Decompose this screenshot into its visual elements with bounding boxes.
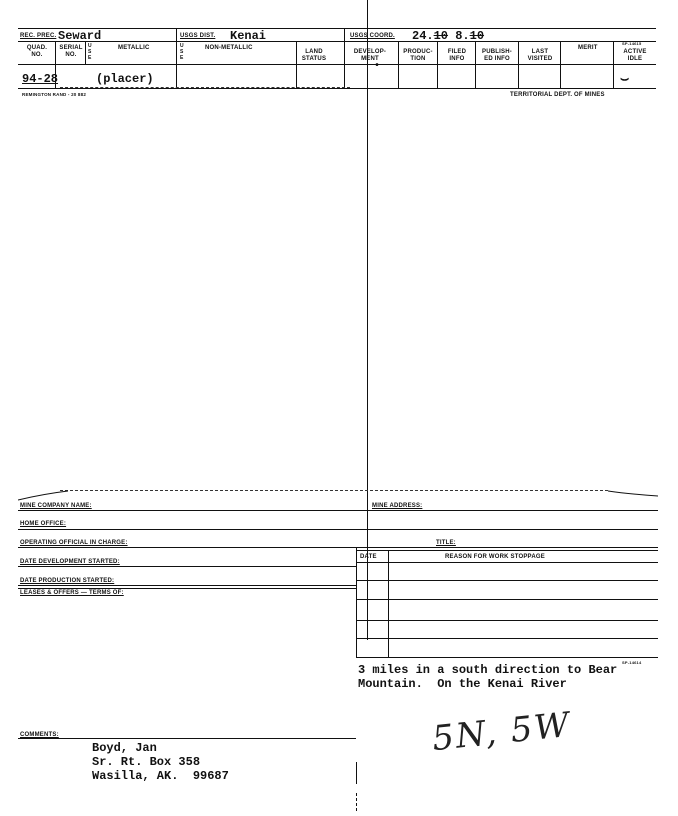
- leases-offers-label: LEASES & OFFERS — TERMS OF:: [20, 590, 124, 596]
- handwritten-note: 5N, 5W: [430, 704, 574, 760]
- col-land-status: LAND STATUS: [301, 49, 327, 62]
- rec-prec-label: REC. PREC.: [20, 33, 57, 39]
- date-prod-rule: [18, 585, 356, 586]
- operating-official-label: OPERATING OFFICIAL IN CHARGE:: [20, 540, 128, 546]
- center-divider: [367, 0, 368, 640]
- form-number-top: SP-14615: [622, 41, 642, 46]
- dashed-row-line: [60, 87, 350, 88]
- home-office-label: HOME OFFICE:: [20, 521, 67, 527]
- col-sep: [344, 28, 345, 88]
- col-sep: [475, 41, 476, 88]
- date-table-header-rule: [356, 562, 658, 563]
- col-last-visited: LAST VISITED: [527, 49, 553, 62]
- leases-rule: [18, 588, 356, 589]
- mine-address-label: MINE ADDRESS:: [372, 503, 423, 509]
- col-quad-no: QUAD. NO.: [26, 45, 48, 58]
- col-serial-no: SERIAL NO.: [59, 45, 83, 58]
- date-development-label: DATE DEVELOPMENT STARTED:: [20, 559, 120, 565]
- col-use-b: U S E: [180, 43, 184, 61]
- reason-col-header: REASON FOR WORK STOPPAGE: [445, 554, 545, 560]
- col-sep: [176, 28, 177, 88]
- mine-company-rule: [18, 510, 658, 511]
- lower-divider-dash: [356, 793, 357, 811]
- date-row-rule: [356, 599, 658, 600]
- record-quad-serial: 94-28: [22, 72, 59, 86]
- usgs-dist-value: Kenai: [230, 29, 267, 43]
- col-sep: [560, 41, 561, 88]
- date-col-divider: [356, 548, 357, 658]
- record-metallic-value: (placer): [96, 72, 154, 86]
- location-text: 3 miles in a south direction to Bear Mountain. On the Kenai River: [358, 663, 618, 691]
- col-sep: [398, 41, 399, 88]
- usgs-coord-value: 24.10 8.10: [412, 29, 485, 43]
- operating-official-rule: [18, 547, 658, 548]
- curve-lines: [18, 484, 658, 504]
- printer-mark: REMINGTON RAND - 20 882: [22, 92, 87, 97]
- active-mark: ⌣: [620, 72, 630, 88]
- usgs-coord-label: USGS COORD.: [350, 33, 395, 39]
- date-reason-sep: [388, 550, 389, 658]
- col-sep: [296, 41, 297, 88]
- col-use-a: U S E: [88, 43, 92, 61]
- col-filed-info: FILED INFO: [447, 49, 467, 62]
- comments-label: COMMENTS:: [20, 732, 59, 738]
- owner-address-text: Boyd, Jan Sr. Rt. Box 358 Wasilla, AK. 99687: [92, 741, 229, 783]
- top-rule: [18, 28, 656, 29]
- col-published-info: PUBLISH-ED INFO: [482, 49, 512, 62]
- date-table-top: [356, 550, 658, 551]
- development-mark: •: [374, 61, 381, 72]
- date-row-rule: [356, 657, 658, 658]
- col-merit: MERIT: [578, 45, 598, 51]
- col-sep: [518, 41, 519, 88]
- record-rule: [18, 88, 656, 89]
- col-sep: [437, 41, 438, 88]
- col-non-metallic: NON-METALLIC: [205, 45, 253, 51]
- rec-prec-value: Seward: [58, 29, 102, 43]
- col-development: DEVELOP-MENT: [353, 49, 387, 62]
- usgs-dist-label: USGS DIST.: [180, 33, 216, 39]
- date-row-rule: [356, 620, 658, 621]
- date-production-label: DATE PRODUCTION STARTED:: [20, 578, 115, 584]
- col-sep: [613, 41, 614, 88]
- col-production: PRODUC-TION: [403, 49, 433, 62]
- home-office-rule: [18, 529, 658, 530]
- date-row-rule: [356, 580, 658, 581]
- form-number-bottom: SP-14614: [622, 660, 642, 665]
- lower-divider: [356, 762, 357, 784]
- col-active-idle: ACTIVE IDLE: [623, 49, 647, 62]
- dept-label: TERRITORIAL DEPT. OF MINES: [510, 92, 605, 98]
- date-row-rule: [356, 638, 658, 639]
- col-metallic: METALLIC: [118, 45, 150, 51]
- date-dev-rule: [18, 566, 356, 567]
- comments-rule: [18, 738, 356, 739]
- date-col-header: DATE: [360, 554, 377, 560]
- title-label: TITLE:: [436, 540, 456, 546]
- mine-company-name-label: MINE COMPANY NAME:: [20, 503, 92, 509]
